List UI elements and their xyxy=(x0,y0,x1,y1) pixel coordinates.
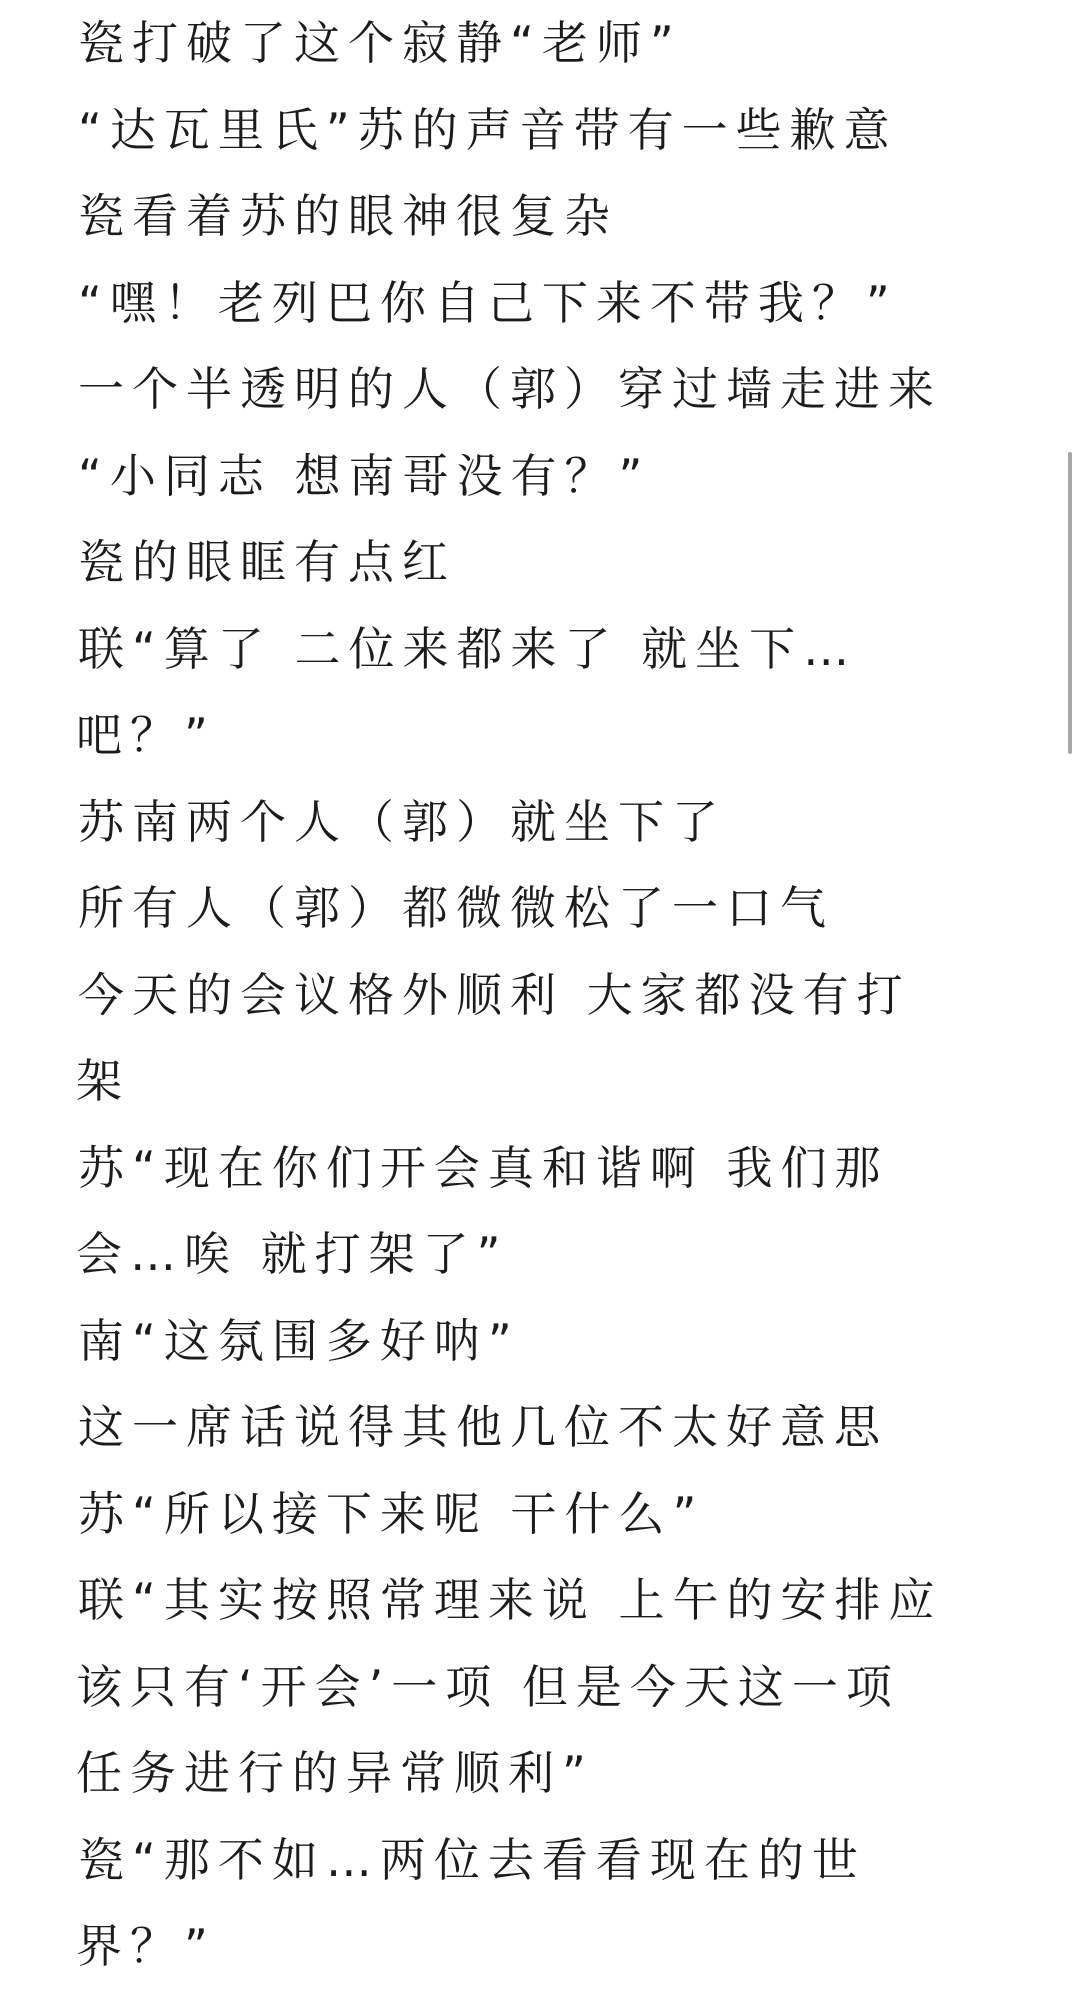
story-text xyxy=(78,0,1008,1990)
text-line: 瓷打破了这个寂静“老师” xyxy=(78,16,682,70)
text-line: 这一席话说得其他几位不太好意思 xyxy=(78,1400,888,1454)
text-line: 会…唉 就打架了” xyxy=(76,1227,509,1281)
text-line: 该只有‘开会’一项 但是今天这一项 xyxy=(76,1659,900,1714)
text-line: 苏南两个人（郭）就坐下了 xyxy=(78,794,726,849)
text-line: 今天的会议格外顺利 大家都没有打 xyxy=(78,967,911,1022)
text-line: 联“算了 二位来都来了 就坐下… xyxy=(78,621,858,676)
text-line: 瓷看着苏的眼神很复杂 xyxy=(78,189,618,243)
text-line: “小同志 想南哥没有？” xyxy=(78,448,651,503)
text-line: 瓷“那不如…两位去看看现在的世 xyxy=(78,1832,866,1887)
text-line: “达瓦里氏”苏的声音带有一些歉意 xyxy=(78,102,898,157)
text-line: 瓷的眼眶有点红 xyxy=(78,535,456,589)
text-line: 苏“所以接下来呢 干什么” xyxy=(78,1486,705,1541)
text-line: “嘿！老列巴你自己下来不带我？” xyxy=(78,275,898,330)
text-line: 一个半透明的人（郭）穿过墙走进来 xyxy=(78,362,942,416)
text-line: 苏“现在你们开会真和谐啊 我们那 xyxy=(78,1140,889,1195)
text-line: 吧？” xyxy=(76,708,216,762)
text-line: 架 xyxy=(76,1054,130,1108)
text-line: 南“这氛围多好呐” xyxy=(78,1313,520,1368)
scrollbar-thumb[interactable] xyxy=(1068,452,1072,754)
text-line: 界？” xyxy=(76,1919,216,1973)
text-line: 任务进行的异常顺利” xyxy=(76,1746,594,1800)
text-line: 所有人（郭）都微微松了一口气 xyxy=(78,881,834,935)
text-line: 联“其实按照常理来说 上午的安排应 xyxy=(78,1573,943,1627)
